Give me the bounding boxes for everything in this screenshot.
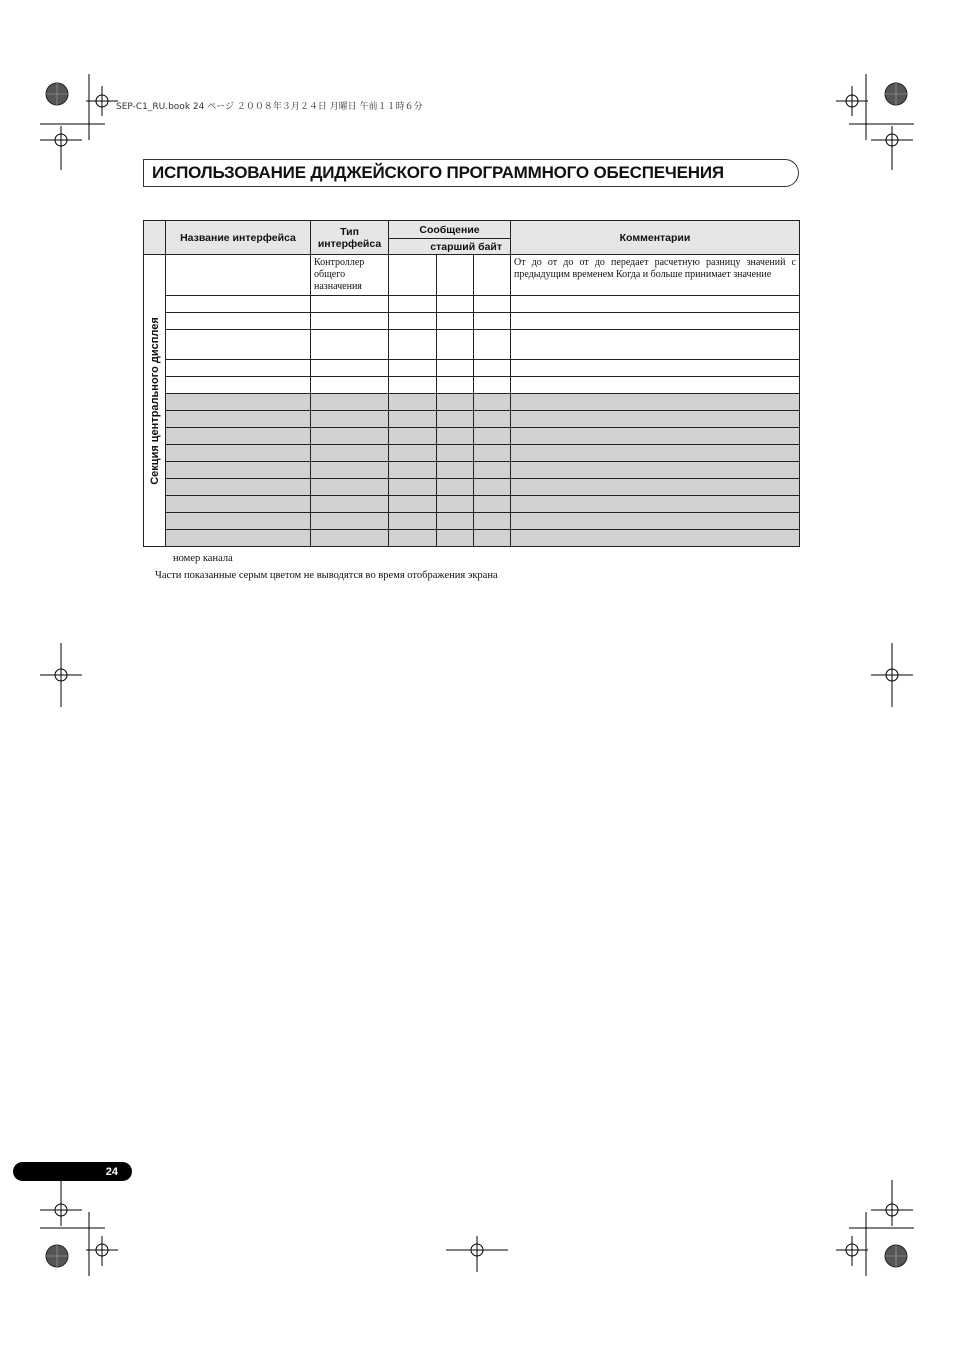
cell-interface-name — [166, 479, 311, 496]
cell-msg-1 — [389, 330, 437, 360]
cell-interface-type-text — [311, 462, 388, 466]
cell-comment-text — [511, 445, 799, 449]
cell-interface-name — [166, 377, 311, 394]
table-row — [144, 394, 800, 411]
cell-interface-type-text — [311, 360, 388, 364]
cell-comment — [511, 255, 800, 296]
cell-msg-2 — [437, 255, 474, 296]
cell-msg-1 — [389, 479, 437, 496]
cell-interface-type-text — [311, 296, 388, 300]
cell-msg-2 — [437, 462, 474, 479]
cell-msg-3 — [474, 313, 511, 330]
cell-interface-name — [166, 496, 311, 513]
cell-interface-name — [166, 445, 311, 462]
cell-interface-name-text — [166, 377, 310, 381]
cell-interface-name — [166, 428, 311, 445]
table-row — [144, 411, 800, 428]
cell-comment-text — [511, 462, 799, 466]
cell-interface-type-text — [311, 513, 388, 517]
cell-interface-type-text — [311, 428, 388, 432]
cell-msg-2 — [437, 296, 474, 313]
header-message: Сообщение — [389, 221, 511, 239]
cell-comment — [511, 377, 800, 394]
table-row — [144, 513, 800, 530]
cell-msg-2 — [437, 411, 474, 428]
cell-msg-1 — [389, 530, 437, 547]
cell-msg-3 — [474, 530, 511, 547]
cell-interface-type — [311, 479, 389, 496]
cell-interface-type — [311, 496, 389, 513]
cell-interface-type — [311, 530, 389, 547]
table-row — [144, 496, 800, 513]
cell-msg-3 — [474, 496, 511, 513]
cell-interface-name — [166, 411, 311, 428]
cell-msg-1 — [389, 411, 437, 428]
cell-msg-3 — [474, 377, 511, 394]
cell-interface-type-text — [311, 313, 388, 317]
cell-msg-3 — [474, 394, 511, 411]
cell-interface-name — [166, 394, 311, 411]
cell-interface-name — [166, 530, 311, 547]
cell-interface-name-text — [166, 296, 310, 300]
cell-interface-type-text — [311, 411, 388, 415]
cell-comment — [511, 296, 800, 313]
cell-interface-name-text — [166, 445, 310, 449]
section-label: Секция центрального дисплея — [148, 316, 161, 485]
corner-header-cell — [144, 221, 166, 255]
cell-msg-3 — [474, 513, 511, 530]
cell-msg-3 — [474, 479, 511, 496]
cell-msg-2 — [437, 428, 474, 445]
cell-msg-2 — [437, 360, 474, 377]
cell-interface-name-text — [166, 411, 310, 415]
header-interface-type: Тип интерфейса — [311, 221, 389, 255]
cell-comment-text — [511, 296, 799, 300]
cell-interface-name-text — [166, 330, 310, 334]
cell-comment — [511, 360, 800, 377]
table-row — [144, 445, 800, 462]
cell-comment-text — [511, 330, 799, 334]
cell-msg-1 — [389, 445, 437, 462]
cell-interface-type-text: Контроллер общего назначения — [314, 257, 365, 292]
cell-msg-3 — [474, 411, 511, 428]
cell-interface-type-text — [311, 394, 388, 398]
cell-interface-type-text — [311, 377, 388, 381]
table-row — [144, 255, 800, 296]
cell-msg-2 — [437, 394, 474, 411]
cell-msg-2 — [437, 377, 474, 394]
cell-interface-name-text — [166, 313, 310, 317]
table-row — [144, 313, 800, 330]
cell-msg-2 — [437, 513, 474, 530]
cell-interface-name-text — [166, 462, 310, 466]
cell-interface-type — [311, 330, 389, 360]
cell-interface-type — [311, 513, 389, 530]
note-channel: номер канала — [173, 553, 233, 564]
page-title-text: ИСПОЛЬЗОВАНИЕ ДИДЖЕЙСКОГО ПРОГРАММНОГО ОБЕСПЕЧЕНИЯ — [152, 163, 724, 182]
cell-interface-type — [311, 255, 389, 296]
cell-interface-type — [311, 394, 389, 411]
cell-comment-text — [511, 360, 799, 364]
cell-msg-1 — [389, 428, 437, 445]
cell-msg-3 — [474, 330, 511, 360]
table-row — [144, 377, 800, 394]
interface-table — [143, 220, 800, 547]
cell-msg-1 — [389, 313, 437, 330]
page-title — [143, 159, 799, 187]
cell-interface-type — [311, 411, 389, 428]
cell-interface-type-text — [311, 479, 388, 483]
cell-interface-type-text — [311, 445, 388, 449]
cell-comment-text: От до от до от до передает расчетную разницу значений с предыдущим временем Когда и больше принимает значение — [514, 257, 796, 280]
cell-comment — [511, 411, 800, 428]
cell-msg-1 — [389, 255, 437, 296]
table-row — [144, 479, 800, 496]
cell-interface-type — [311, 428, 389, 445]
cell-interface-name-text — [166, 394, 310, 398]
cell-msg-1 — [389, 513, 437, 530]
cell-interface-type — [311, 462, 389, 479]
cell-comment — [511, 479, 800, 496]
cell-interface-name — [166, 330, 311, 360]
cell-comment-text — [511, 530, 799, 534]
cell-msg-1 — [389, 377, 437, 394]
cell-comment — [511, 313, 800, 330]
cell-comment — [511, 530, 800, 547]
header-interface-name: Название интерфейса — [166, 221, 311, 255]
cell-interface-type — [311, 360, 389, 377]
cell-interface-name — [166, 360, 311, 377]
cell-interface-type — [311, 445, 389, 462]
header-msb: старший байт — [389, 239, 511, 255]
cell-msg-2 — [437, 445, 474, 462]
cell-msg-2 — [437, 479, 474, 496]
cell-comment — [511, 462, 800, 479]
cell-interface-name — [166, 462, 311, 479]
cell-interface-type — [311, 296, 389, 313]
table-row — [144, 428, 800, 445]
cell-interface-name — [166, 513, 311, 530]
cell-comment-text — [511, 496, 799, 500]
cell-comment-text — [511, 428, 799, 432]
cell-interface-name — [166, 296, 311, 313]
cell-msg-1 — [389, 360, 437, 377]
cell-comment — [511, 330, 800, 360]
cell-interface-name-text — [166, 530, 310, 534]
cell-interface-name — [166, 255, 311, 296]
cell-comment-text — [511, 313, 799, 317]
table-row — [144, 360, 800, 377]
cell-msg-1 — [389, 462, 437, 479]
cell-comment — [511, 513, 800, 530]
page-number: 24 — [105, 1165, 118, 1178]
note-grey-parts: Части показанные серым цветом не выводятся во время отображения экрана — [155, 570, 498, 581]
cell-interface-name-text — [166, 255, 310, 259]
cell-msg-1 — [389, 394, 437, 411]
cell-msg-2 — [437, 530, 474, 547]
cell-interface-name-text — [166, 496, 310, 500]
cell-msg-1 — [389, 496, 437, 513]
cell-interface-type-text — [311, 496, 388, 500]
header-comments: Комментарии — [511, 221, 800, 255]
print-header-meta: SEP-C1_RU.book 24 ページ ２００８年３月２４日 月曜日 午前１１時６分 — [116, 102, 423, 112]
cell-msg-2 — [437, 330, 474, 360]
cell-msg-3 — [474, 462, 511, 479]
cell-comment — [511, 445, 800, 462]
table-row — [144, 296, 800, 313]
cell-msg-3 — [474, 255, 511, 296]
cell-comment — [511, 496, 800, 513]
cell-msg-3 — [474, 360, 511, 377]
cell-msg-2 — [437, 496, 474, 513]
cell-interface-type-text — [311, 330, 388, 334]
table-row — [144, 530, 800, 547]
table-row — [144, 462, 800, 479]
cell-interface-type — [311, 377, 389, 394]
table-row — [144, 330, 800, 360]
cell-comment — [511, 428, 800, 445]
cell-interface-name-text — [166, 360, 310, 364]
cell-interface-name-text — [166, 428, 310, 432]
cell-interface-name-text — [166, 479, 310, 483]
cell-comment-text — [511, 513, 799, 517]
cell-comment-text — [511, 479, 799, 483]
cell-msg-3 — [474, 296, 511, 313]
cell-msg-3 — [474, 428, 511, 445]
cell-interface-name — [166, 313, 311, 330]
cell-interface-type-text — [311, 530, 388, 534]
page-number-badge — [13, 1162, 132, 1181]
cell-msg-1 — [389, 296, 437, 313]
cell-interface-type — [311, 313, 389, 330]
section-cell — [144, 255, 166, 547]
cell-comment — [511, 394, 800, 411]
cell-comment-text — [511, 394, 799, 398]
cell-msg-2 — [437, 313, 474, 330]
cell-comment-text — [511, 411, 799, 415]
cell-interface-name-text — [166, 513, 310, 517]
cell-msg-3 — [474, 445, 511, 462]
cell-comment-text — [511, 377, 799, 381]
